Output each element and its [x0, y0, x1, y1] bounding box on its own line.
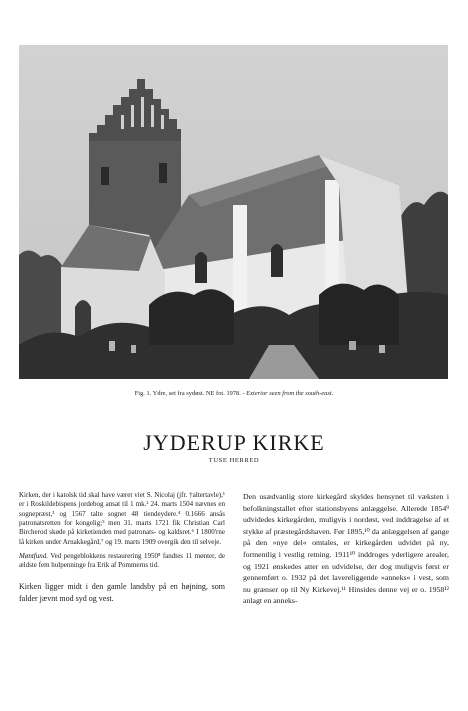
- coin-finds-label: Møntfund.: [19, 552, 48, 561]
- right-column: [243, 491, 449, 607]
- page-title: JYDERUP KIRKE: [143, 430, 325, 455]
- coin-finds-text: Ved pengeblokkens restaurering 1950⁸ fandtes 11 mønter, de ældste fem hulpenninge fra Erik af Pommerns tid.: [19, 552, 226, 570]
- left-large-text: [19, 581, 225, 605]
- church-exterior-photo: [19, 45, 448, 379]
- left-column: [19, 491, 225, 604]
- church-photo-image: [19, 45, 448, 379]
- churchyard-paragraph: Den usædvanlig store kirkegård skyldes hensynet til væksten i befolkningstallet efter stationsbyens anlæggelse. Allerede 1854⁹ udvidedes kirkegården, muligvis i nordøst, ved inddragelse af et stykke af præstegårdshaven. Før 1895,¹⁰ da anlæggelsen af gange på den »nye del« omtales, er kirkegården udvidet på ny, formentlig i vestlig retning. 1911¹⁰ inddroges yderligere arealer, og 1921 ønskedes atter en udvidelse, der dog muligvis først er gennemført o. 1932 på det lavereliggende »anneks« i vest, som nu grænser op til Ny Kirkevej.¹¹ Hinsides denne vej er o. 1958¹² anlagt en anneks-: [243, 492, 449, 606]
- caption-english: Exterior seen from the south-east.: [246, 390, 334, 397]
- coin-finds-paragraph: [19, 552, 225, 571]
- location-paragraph: Kirken ligger midt i den gamle landsby på en højning, som falder jævnt mod syd og vest.: [19, 581, 225, 603]
- right-large-text: [243, 491, 449, 607]
- page-subtitle: TUSE HERRED: [208, 457, 260, 464]
- left-small-text: [19, 491, 225, 571]
- figure-caption: [0, 390, 468, 397]
- history-paragraph: Kirken, der i katolsk tid skal have været viet S. Nicolaj (jfr. †altertavle),¹ er i Roskildebispens jordebog ansat til 1 mk.² 24. marts 1504 nævnes en sognepræst,³ og 1567 talte sognet 48 tiendeydere.⁴ 0.1666 ansås patronatsretten for kongelig;⁵ men 31. marts 1721 fik Christian Carl Bircherod skøde på kirketienden med patronats- og kaldsret.⁶ I 1800'rne lå kirken under Arnakkegård,⁷ og 19. marts 1909 overgik den til selveje.: [19, 491, 225, 546]
- caption-danish: Fig. 1. Ydre, set fra sydøst. NE fot. 1978. -: [134, 390, 245, 397]
